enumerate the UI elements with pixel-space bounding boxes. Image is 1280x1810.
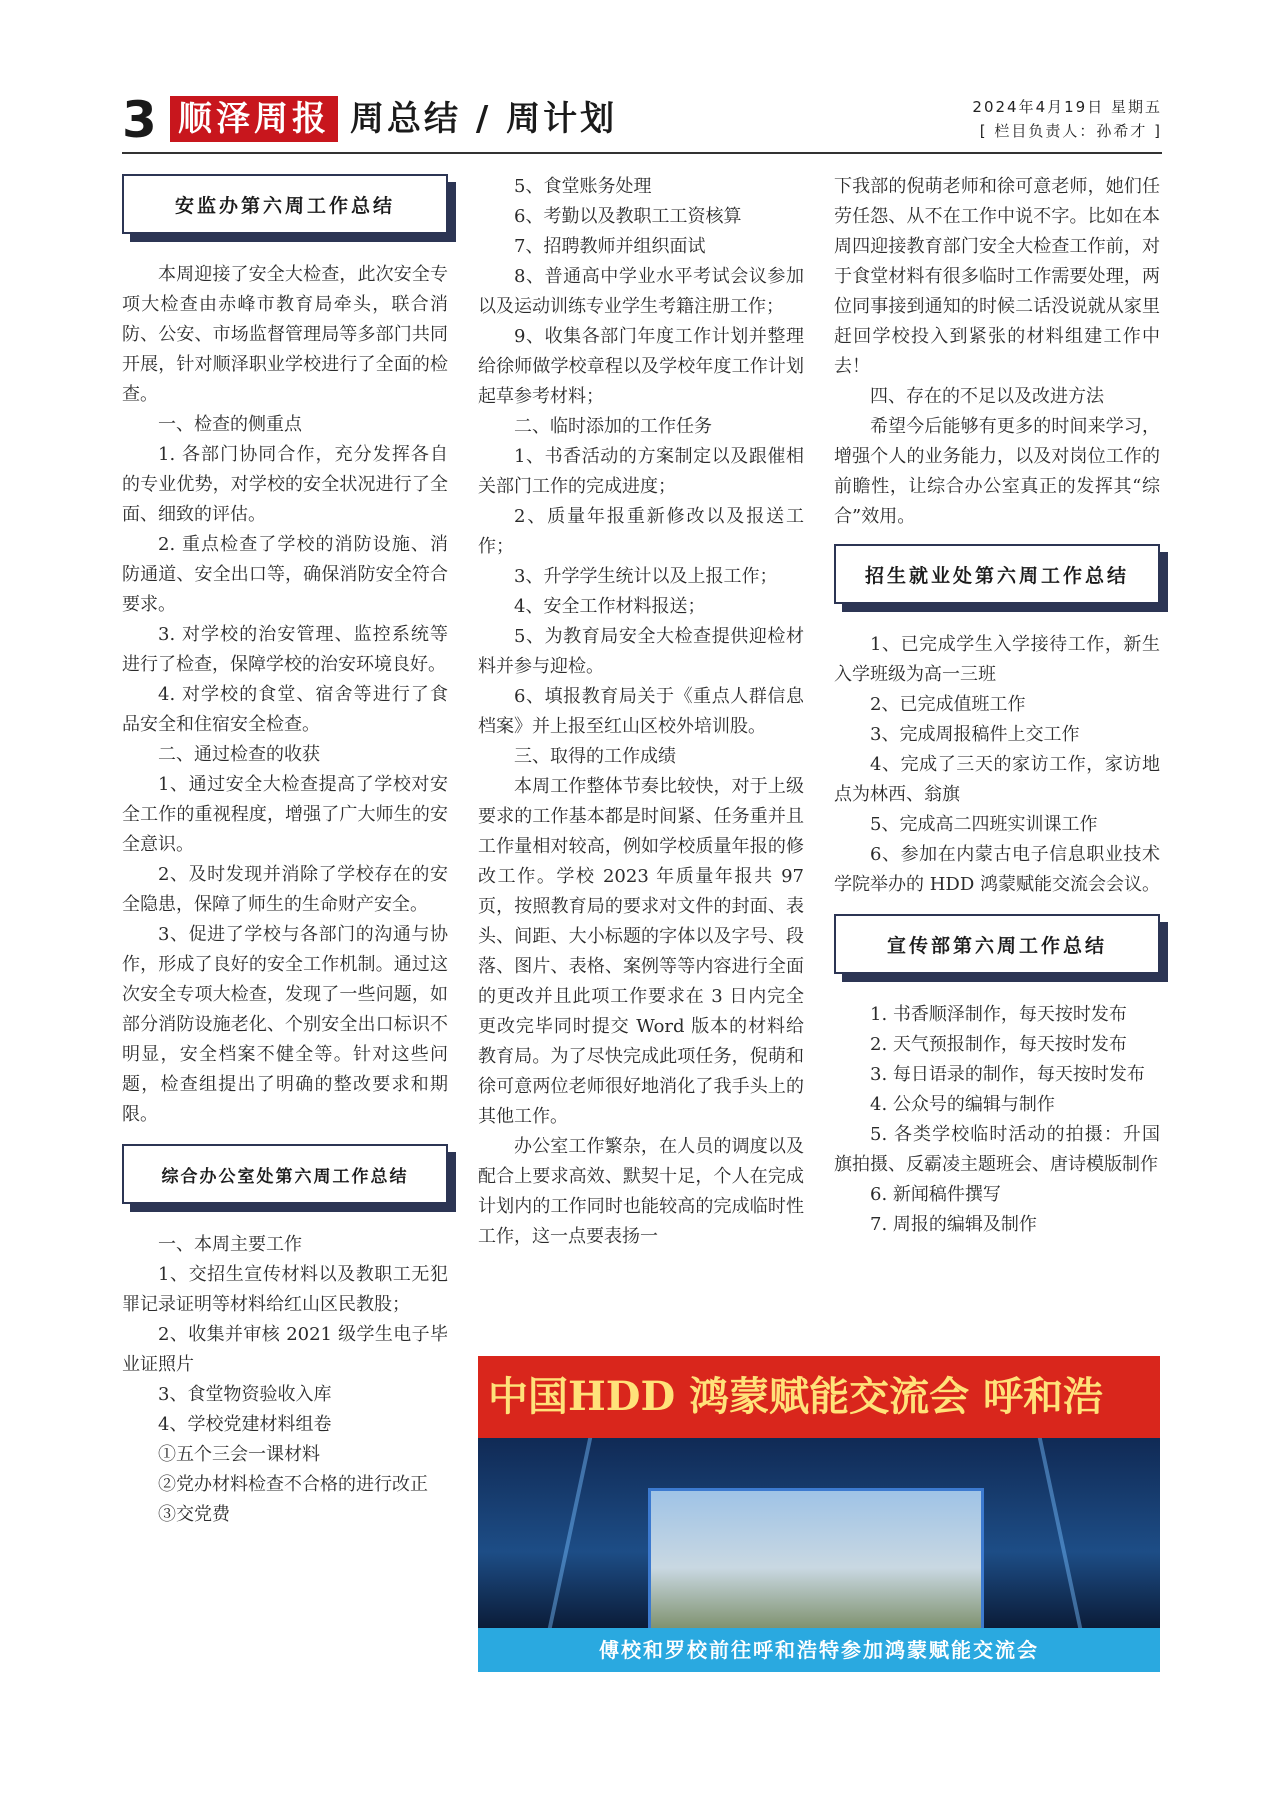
paragraph: 1. 书香顺泽制作，每天按时发布 [870,1004,1127,1025]
xuanchuan-title-box [834,914,1160,982]
paragraph: 1、已完成学生入学接待工作，新生入学班级为高一三班 [834,634,1160,685]
paragraph: 二、通过检查的收获 [158,744,320,765]
anjian-title: 安监办第六周工作总结 [122,174,448,234]
paragraph: 1. 各部门协同合作，充分发挥各自的专业优势，对学校的安全状况进行了全面、细致的评估。 [122,444,448,525]
paragraph: 5、为教育局安全大检查提供迎检材料并参与迎检。 [478,626,804,677]
paragraph: 3、食堂物资验收入库 [158,1384,332,1405]
paragraph: 2. 重点检查了学校的消防设施、消防通道、安全出口等，确保消防安全符合要求。 [122,534,448,615]
paragraph: 3. 每日语录的制作，每天按时发布 [870,1064,1145,1085]
paragraph: 2、收集并审核 2021 级学生电子毕业证照片 [122,1324,448,1375]
zhaosheng-title-box [834,544,1160,612]
paragraph: 6、填报教育局关于《重点人群信息档案》并上报至红山区校外培训股。 [478,686,804,737]
paragraph: 4. 公众号的编辑与制作 [870,1094,1055,1115]
anjian-title-box [122,174,448,242]
paragraph: 1、通过安全大检查提高了学校对安全工作的重视程度，增强了广大师生的安全意识。 [122,774,448,855]
paragraph: 6、参加在内蒙古电子信息职业技术学院举办的 HDD 鸿蒙赋能交流会会议。 [834,844,1161,895]
paragraph: 办公室工作繁杂，在人员的调度以及配合上要求高效、默契十足，个人在完成计划内的工作同时也能较高的完成临时性工作，这一点要表扬一 [478,1136,804,1247]
paragraph: 7、招聘教师并组织面试 [514,236,706,257]
zhaosheng-title: 招生就业处第六周工作总结 [834,544,1160,604]
paragraph: 6. 新闻稿件撰写 [870,1184,1001,1205]
paragraph: 下我部的倪萌老师和徐可意老师，她们任劳任怨、从不在工作中说不字。比如在本周四迎接教育部门安全大检查工作前，对于食堂材料有很多临时工作需要处理，两位同事接到通知的时候二话没说就从家里赶回学校投入到紧张的材料组建工作中去！ [834,176,1160,377]
paragraph: 5. 各类学校临时活动的拍摄：升国旗拍摄、反霸凌主题班会、唐诗模版制作 [834,1124,1160,1175]
paragraph: 4. 对学校的食堂、宿舍等进行了食品安全和住宿安全检查。 [122,684,448,735]
paragraph: 4、安全工作材料报送； [514,596,706,617]
page-number: 3 [122,91,157,149]
column-3 [834,172,1160,1240]
paragraph: ①五个三会一课材料 [158,1444,320,1465]
stage-light [548,1438,592,1628]
paragraph: 希望今后能够有更多的时间来学习，增强个人的业务能力，以及对岗位工作的前瞻性，让综合办公室真正的发挥其“综合”效用。 [834,416,1160,527]
paragraph: 本周工作整体节奏比较快，对于上级要求的工作基本都是时间紧、任务重并且工作量相对较高，例如学校质量年报的修改工作。学校 2023 年质量年报共 97 页，按照教育局的要求对文件的封面、表头、间距、大小标题的字体以及字号、段落、图片、表格、案例等等内容进行全面的更改并且此项工作要求在 3 日内完全更改完毕同时提交 Word 版本的材料给教育局。为了尽快完成此项任务，倪萌和徐可意两位老师很好地消化了我手头上的其他工作。 [478,776,804,1127]
photo-caption: 傅校和罗校前往呼和浩特参加鸿蒙赋能交流会 [478,1628,1160,1672]
paragraph: 2、及时发现并消除了学校存在的安全隐患，保障了师生的生命财产安全。 [122,864,448,915]
paragraph: 四、存在的不足以及改进方法 [870,386,1104,407]
anjian-body [122,260,448,1130]
paragraph: 5、完成高二四班实训课工作 [870,814,1098,835]
paragraph: 三、取得的工作成绩 [514,746,676,767]
paragraph: 3、升学学生统计以及上报工作； [514,566,778,587]
column-editor: [ 栏目负责人：孙希才 ] [979,122,1162,140]
paragraph: 4、学校党建材料组卷 [158,1414,332,1435]
header-rule [122,152,1162,154]
stage-light [1038,1438,1082,1628]
paragraph: 7. 周报的编辑及制作 [870,1214,1037,1235]
paragraph: 2、质量年报重新修改以及报送工作； [478,506,804,557]
paragraph: ②党办材料检查不合格的进行改正 [158,1474,428,1495]
zonghe-title-box [122,1144,448,1212]
event-photo [478,1356,1160,1672]
section-title: 周总结 / 周计划 [350,99,618,139]
paragraph: 1、交招生宣传材料以及教职工无犯罪记录证明等材料给红山区民教股； [122,1264,448,1315]
paragraph: 4、完成了三天的家访工作，家访地点为林西、翁旗 [834,754,1160,805]
zonghe-body [122,1230,448,1530]
photo-banner-text: 中国HDD 鸿蒙赋能交流会 呼和浩 [478,1356,1160,1438]
paragraph: 一、检查的侧重点 [158,414,302,435]
stage-screen [648,1488,984,1634]
paragraph: 8、普通高中学业水平考试会议参加以及运动训练专业学生考籍注册工作； [478,266,804,317]
issue-date: 2024年4月19日 星期五 [972,98,1162,116]
column-1 [122,166,448,1530]
paragraph: 6、考勤以及教职工工资核算 [514,206,742,227]
paragraph: 5、食堂账务处理 [514,176,652,197]
page-header [122,90,1162,152]
paragraph: 2、已完成值班工作 [870,694,1026,715]
paragraph: 2. 天气预报制作，每天按时发布 [870,1034,1127,1055]
paragraph: 1、书香活动的方案制定以及跟催相关部门工作的完成进度； [478,446,804,497]
xuanchuan-title: 宣传部第六周工作总结 [834,914,1160,974]
paragraph: 3、完成周报稿件上交工作 [870,724,1080,745]
paragraph: 二、临时添加的工作任务 [514,416,712,437]
stage-image [478,1438,1160,1628]
zonghe-title: 综合办公室处第六周工作总结 [122,1144,448,1204]
paragraph: 3. 对学校的治安管理、监控系统等进行了检查，保障学校的治安环境良好。 [122,624,448,675]
paragraph: 3、促进了学校与各部门的沟通与协作，形成了良好的安全工作机制。通过这次安全专项大检查，发现了一些问题，如部分消防设施老化、个别安全出口标识不明显，安全档案不健全等。针对这些问题，检查组提出了明确的整改要求和期限。 [122,924,448,1125]
paragraph: ③交党费 [158,1504,230,1525]
paragraph: 一、本周主要工作 [158,1234,302,1255]
column-2 [478,172,804,1252]
paragraph: 本周迎接了安全大检查，此次安全专项大检查由赤峰市教育局牵头，联合消防、公安、市场监督管理局等多部门共同开展，针对顺泽职业学校进行了全面的检查。 [122,264,448,405]
newspaper-logo: 顺泽周报 [170,96,338,142]
paragraph: 9、收集各部门年度工作计划并整理给徐师做学校章程以及学校年度工作计划起草参考材料； [478,326,804,407]
